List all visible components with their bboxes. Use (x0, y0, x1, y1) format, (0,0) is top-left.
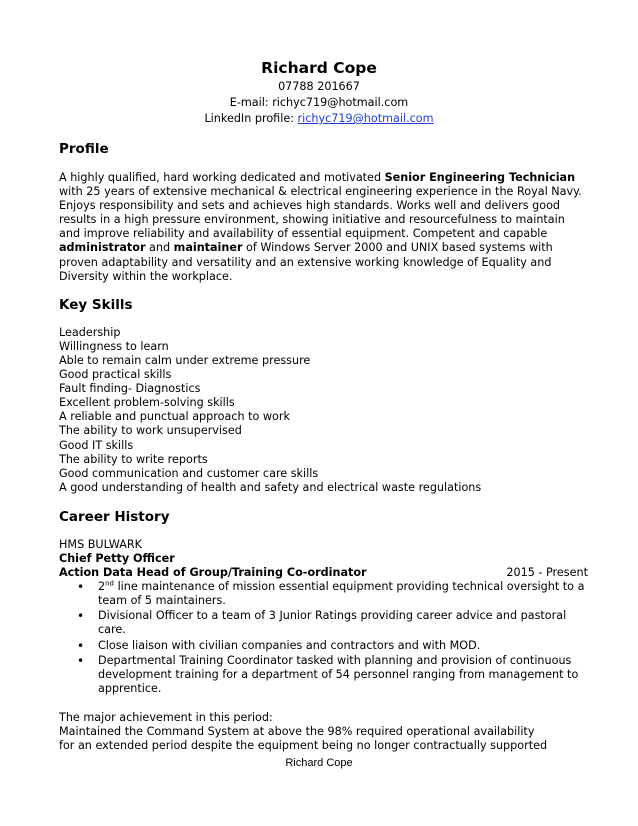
profile-text: and (145, 241, 174, 255)
linkedin-link[interactable]: richyc719@hotmail.com (297, 112, 434, 125)
candidate-name: Richard Cope (261, 59, 377, 77)
skill-item: A reliable and punctual approach to work (59, 410, 290, 424)
duty-item: • Close liaison with civilian companies and contractors and with MOD. (98, 639, 589, 653)
career-history-heading: Career History (59, 508, 170, 525)
achievement-line: Maintained the Command System at above the 98% required operational availability (59, 725, 535, 738)
resume-header (0, 58, 638, 127)
duty-text: 2 (98, 580, 106, 594)
email-line: E-mail: richyc719@hotmail.com (229, 96, 409, 109)
linkedin-label: LinkedIn profile: (204, 112, 298, 125)
skill-item: Leadership (59, 325, 121, 339)
duties-list (59, 580, 589, 696)
ship-name: HMS BULWARK (59, 537, 143, 551)
skill-item: Good IT skills (59, 438, 134, 452)
rank: Chief Petty Officer (59, 551, 175, 565)
duty-item: • Divisional Officer to a team of 3 Junior Ratings providing career advice and pastoral care. (98, 609, 589, 637)
skill-item: Good communication and customer care skills (59, 466, 319, 480)
skill-item: Willingness to learn (59, 339, 169, 353)
profile-bold-administrator: administrator (59, 241, 146, 255)
duty-text: line maintenance of mission essential equipment providing technical oversight to a team of 5 maintainers. (98, 580, 585, 608)
page-footer: Richard Cope (285, 757, 353, 769)
achievement-title: The major achievement in this period: (59, 710, 273, 724)
skills-list (59, 326, 589, 495)
skill-item: The ability to write reports (59, 452, 208, 466)
skill-item: A good understanding of health and safety and electrical waste regulations (59, 480, 482, 494)
skill-item: Fault finding- Diagnostics (59, 382, 201, 396)
skill-item: Good practical skills (59, 368, 172, 382)
skill-item: Excellent problem-solving skills (59, 396, 235, 410)
profile-bold-maintainer: maintainer (173, 241, 243, 255)
duty-item: • Departmental Training Coordinator tasked with planning and provision of continuous development training for a department of 54 personnel ranging from management to apprentice. (98, 654, 589, 696)
profile-bold-title: Senior Engineering Technician (384, 171, 576, 184)
profile-text: of Windows Server 2000 and UNIX based systems with proven adaptability and versatility and an extensive working knowledge of Equality and Diversity within the workplace. (59, 241, 553, 283)
profile-heading: Profile (59, 141, 109, 157)
linkedin-line (0, 111, 638, 127)
achievement-line: for an extended period despite the equipment being no longer contractually supported (59, 739, 548, 753)
ordinal-suffix: nd (105, 579, 115, 588)
role-line (59, 566, 589, 580)
profile-text: A highly qualified, hard working dedicated and motivated (59, 171, 385, 184)
profile-paragraph (59, 171, 589, 284)
skill-item: The ability to work unsupervised (59, 424, 242, 438)
role-dates: 2015 - Present (506, 566, 588, 580)
role-title: Action Data Head of Group/Training Co-ordinator (59, 566, 367, 580)
profile-text: with 25 years of extensive mechanical & electrical engineering experience in the Royal Navy. Enjoys responsibility and sets and achieves high standards. Works well and delivers good results in a high pressure environment, showing initiative and resourcefulness to maintain and improve reliability and availability of essential equipment. Competent and capable (59, 185, 582, 241)
duty-item (98, 580, 589, 608)
phone-number: 07788 201667 (278, 80, 360, 93)
key-skills-heading: Key Skills (59, 296, 133, 313)
skill-item: Able to remain calm under extreme pressure (59, 353, 311, 367)
resume-page (59, 58, 589, 753)
